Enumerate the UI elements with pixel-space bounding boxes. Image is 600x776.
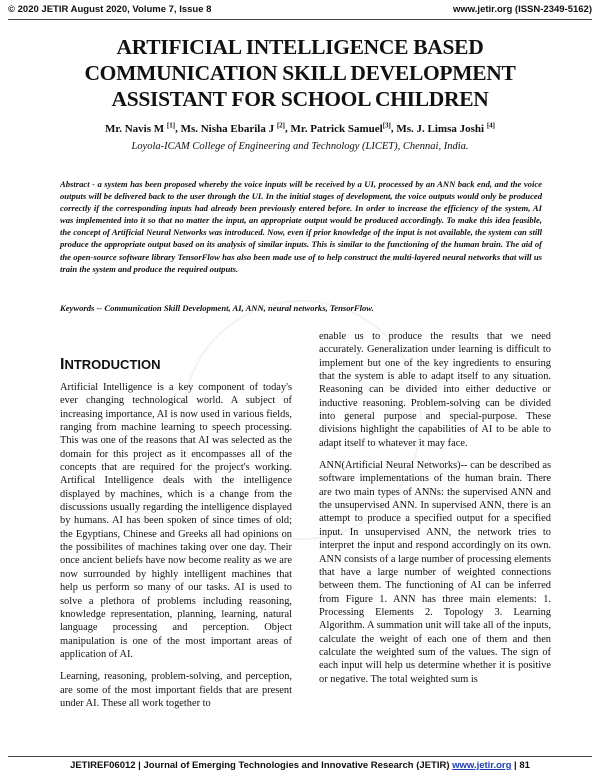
title-line-3: ASSISTANT FOR SCHOOL CHILDREN xyxy=(111,87,489,111)
author-4: Ms. J. Limsa Joshi [4] xyxy=(396,121,495,135)
author-1: Mr. Navis M [1] xyxy=(104,121,176,135)
author-list: Mr. Navis M [1], Ms. Nisha Ebarila J [2], Mr. Patrick Samuel[3], Ms. J. Limsa Joshi [4] xyxy=(104,121,495,135)
keywords: Keywords -- Communication Skill Development, AI, ANN, neural networks, TensorFlow. xyxy=(60,303,374,313)
author-2: Ms. Nisha Ebarila J [2] xyxy=(180,121,286,135)
paragraph: Learning, reasoning, problem-solving, and perception, are some of the most important fields that are present under AI. These all work together to xyxy=(60,671,292,709)
paragraph: ANN(Artificial Neural Networks)-- can be described as software implementations of the human brain. There are two main types of ANNs: the supervised ANN and the unsupervised ANN. In supervised ANN, there is an attempt to produce a specified output for a specified input. In unsupervised ANN, the network tries to interpret the input and respond accordingly on its own. ANN consists of a large number of processing elements that have a large number of weighted connections between them. The functioning of AI can be inferred from Figure 1. ANN has three main elements: 1. Processing Elements 2. Topology 3. Learning Algorithm. A summation unit will take all of the inputs, calculate the weight of each one of them and then calculate the weighted sum of the values. The sign of each input will help us determine whether it is positive or negative. The total weighted sum is xyxy=(319,460,551,685)
paragraph: Artificial Intelligence is a key component of today's ever changing technological world. A subject of increasing importance, AI is now used in various fields, ranging from machine learning to speech processing. This was one of the reasons that AI was selected as the domain for this project as it encompasses all of the concepts that are required for the project's working. Artifical Intelligence deals with the intelligence displayed by machines, which is a change from the discussions usually regarding the intelligence displayed by humans. AI has been spoken of since times of old; the Egyptians, Chinese and Greeks all had opinions on the possibilites of machines taking over one day. Their once ancient beliefs have now become reality as we are now surrounded by highly intelligent machines that help us perform so many of our tasks. AI is used to solve a plethora of problems including reasoning, knowledge representation, planning, learning, natural language processing and perception. Object manipulation is one of the most important areas of application of AI. xyxy=(60,382,292,660)
section-heading-introduction: INTRODUCTION xyxy=(60,356,161,373)
abstract: Abstract - a system has been proposed whereby the voice inputs will be received by a UI, processed by an ANN back end, and the voice outputs will be delivered back to the user through the UI. In the initial stages of development, the voice outputs would only be produced correctly if the corresponding inputs had already been previously entered before. In order to increase the efficiency of the system, AI was implemented into it so that no matter the input, an appropriate output would be produced accordingly. To make this idea feasible, the concept of Artificial Neural Networks was introduced. Now, even if prior knowledge of the input is not available, the system can still produce the appropriate output based on its analysis of similar inputs. This is similar to the functioning of the human brain. The aid of the open-source software library TensorFlow has also been made use of to help construct the multi-layered neural networks that will us train the system and produce the required outputs. xyxy=(60,179,542,274)
footer-rule xyxy=(8,756,592,757)
page-header xyxy=(8,4,592,18)
column-left xyxy=(60,381,292,719)
author-3: Mr. Patrick Samuel[3] xyxy=(290,121,391,135)
column-right xyxy=(319,330,551,695)
page-footer: JETIREF06012 | Journal of Emerging Technologies and Innovative Research (JETIR) www.jetir.org | 81 xyxy=(70,760,530,771)
paper-title xyxy=(20,34,580,112)
header-rule xyxy=(8,19,592,20)
title-line-2: COMMUNICATION SKILL DEVELOPMENT xyxy=(84,61,516,85)
footer-ref: JETIREF06012 xyxy=(70,760,136,771)
footer-journal: Journal of Emerging Technologies and Innovative Research (JETIR) xyxy=(143,760,450,771)
page-number: 81 xyxy=(519,760,530,771)
header-left: © 2020 JETIR August 2020, Volume 7, Issue 8 xyxy=(8,4,212,15)
affiliation: Loyola-ICAM College of Engineering and Technology (LICET), Chennai, India. xyxy=(131,141,469,152)
header-right: www.jetir.org (ISSN-2349-5162) xyxy=(452,4,592,15)
title-line-1: ARTIFICIAL INTELLIGENCE BASED xyxy=(116,35,484,59)
paragraph: enable us to produce the results that we need accurately. Generalization under learning is difficult to implement but one of the key ingredients to ensuring that the system is able to adapt itself to any situation. Reasoning can be divided into either deductive or inductive reasoning. Problem-solving can be divided into general purpose and special-purpose. These divisions highlight the capabilities of AI to be able to adapt itself to whatever it may face. xyxy=(319,331,551,449)
footer-link[interactable]: www.jetir.org xyxy=(452,760,512,771)
